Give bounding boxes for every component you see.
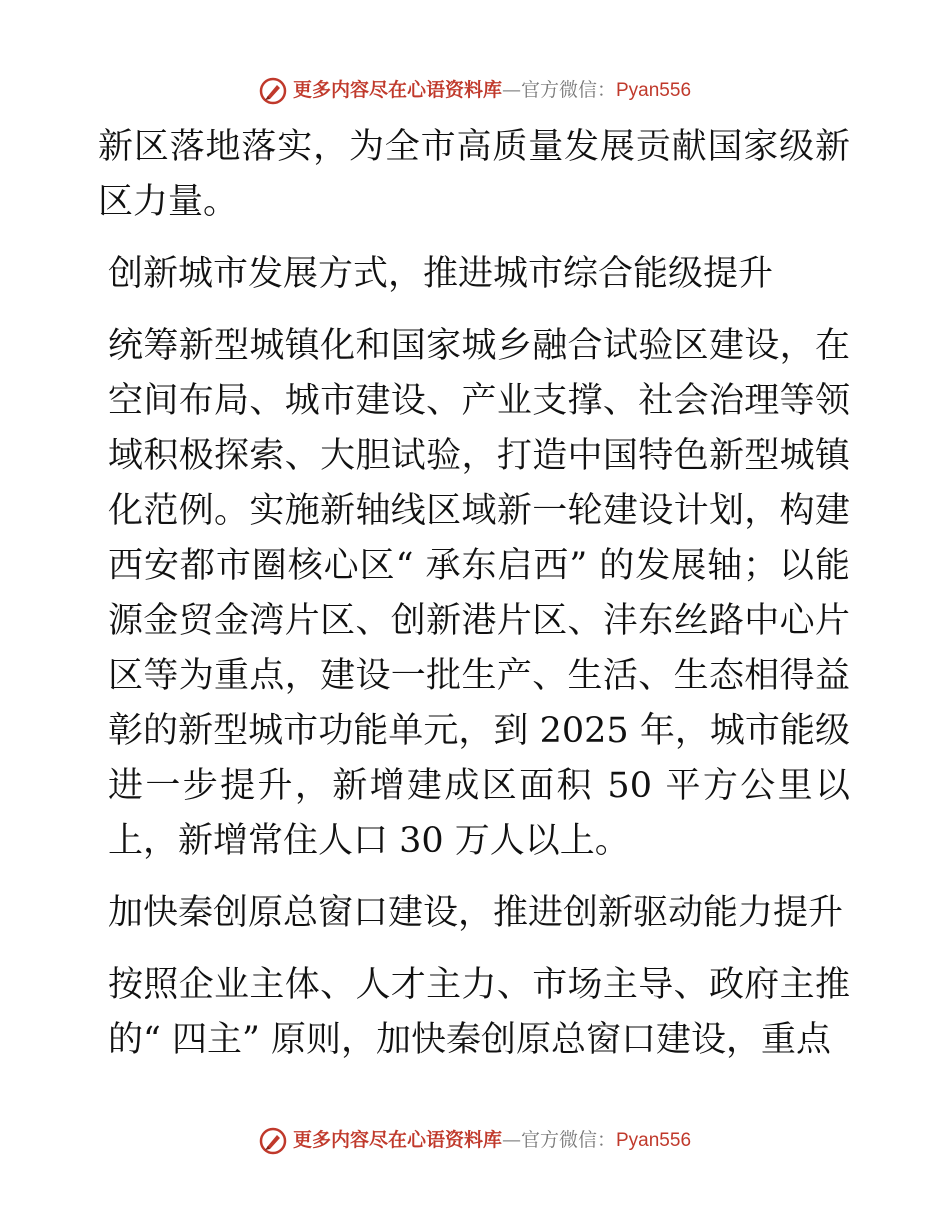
- watermark-official-label: 官方微信：: [520, 1129, 616, 1151]
- watermark-separator: —: [501, 79, 521, 101]
- section-heading-urban-development: 创新城市发展方式，推进城市综合能级提升: [108, 254, 774, 294]
- document-body: [98, 120, 850, 1085]
- footer-watermark: [0, 1125, 950, 1156]
- header-watermark: [0, 75, 950, 106]
- paragraph-urbanization: 统筹新型城镇化和国家城乡融合试验区建设，在空间布局、城市建设、产业支撑、社会治理等领域积极探索、大胆试验，打造中国特色新型城镇化范例。实施新轴线区域新一轮建设计划，构建西安都市圈核心区“ 承东启西” 的发展轴；以能源金贸金湾片区、创新港片区、沣东丝路中心片区等为重点，建设一批生产、生活、生态相得益彰的新型城市功能单元，到 2025 年，城市能级进一步提升，新增建成区面积 50 平方公里以上，新增常住人口 30 万人以上。: [108, 326, 850, 861]
- fountain-pen-logo-icon: [259, 1127, 287, 1155]
- watermark-main-text: 更多内容尽在心语资料库: [292, 1129, 502, 1151]
- section-heading-innovation: 加快秦创原总窗口建设，推进创新驱动能力提升: [108, 893, 844, 933]
- paragraph-continuation: 新区落地落实，为全市高质量发展贡献国家级新区力量。: [98, 127, 850, 222]
- watermark-separator: —: [501, 1129, 521, 1151]
- paragraph-four-principles: 按照企业主体、人才主力、市场主导、政府主推的“ 四主” 原则，加快秦创原总窗口建设，重点: [108, 965, 850, 1060]
- fountain-pen-logo-icon: [259, 77, 287, 105]
- watermark-official-label: 官方微信：: [520, 79, 616, 101]
- watermark-main-text: 更多内容尽在心语资料库: [292, 79, 502, 101]
- watermark-wechat-id: Pyan556: [616, 1130, 692, 1151]
- watermark-wechat-id: Pyan556: [616, 80, 692, 101]
